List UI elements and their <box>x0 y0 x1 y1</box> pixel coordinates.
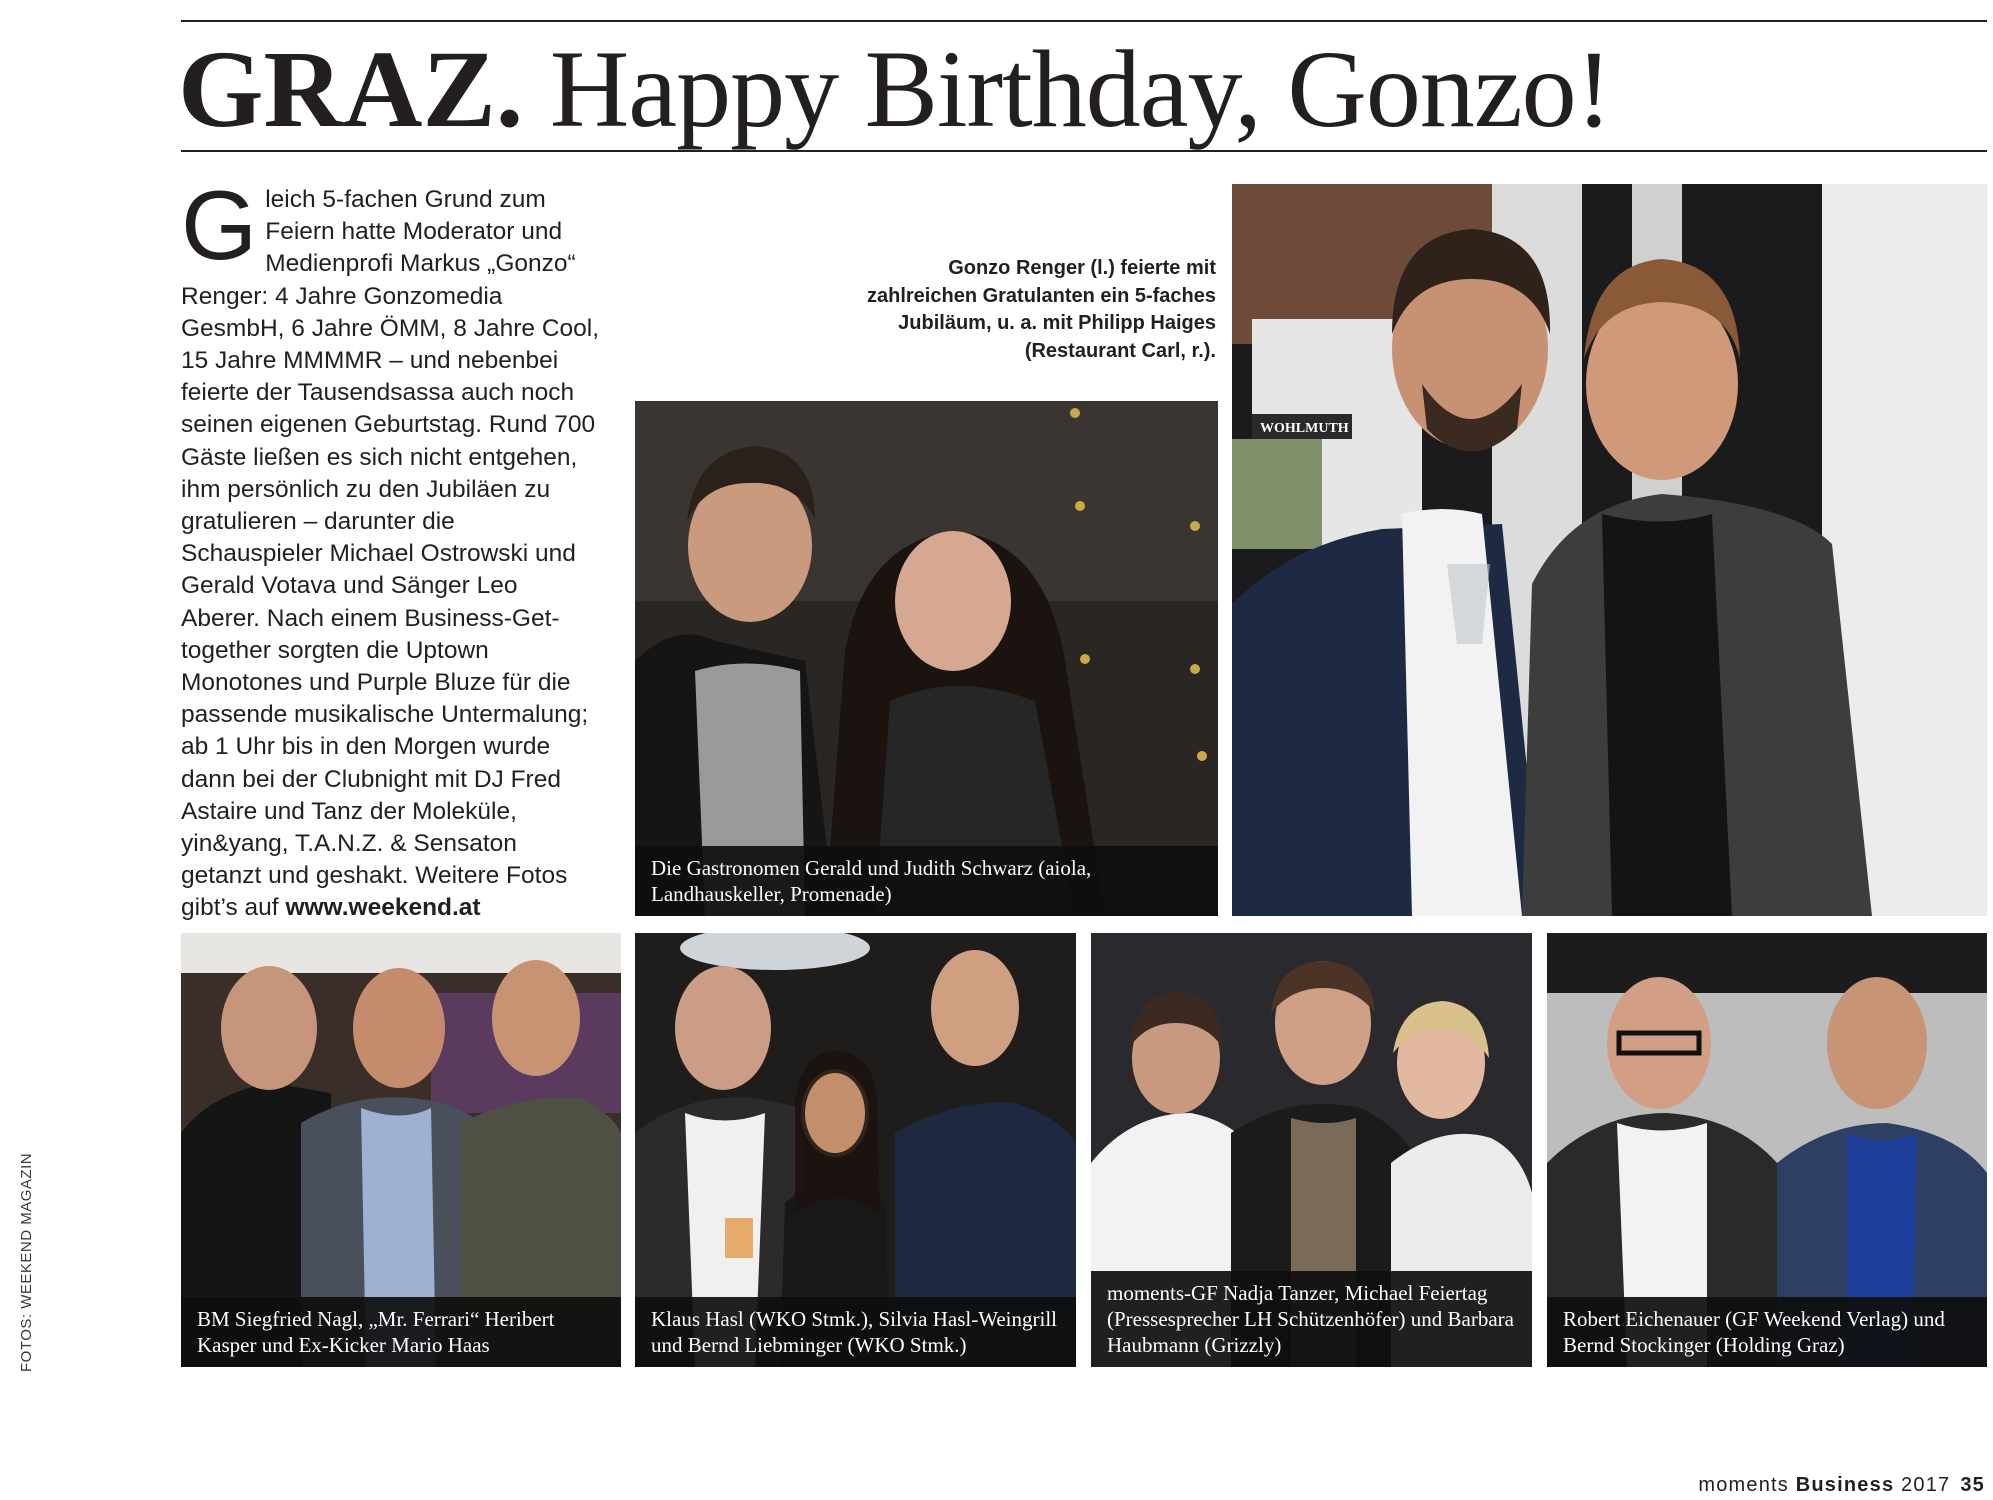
top-rule <box>181 20 1987 22</box>
photo-schwarz-caption: Die Gastronomen Gerald und Judith Schwarz (aiola, Landhauskeller, Promenade) <box>635 846 1218 916</box>
photo-schwarz-image <box>635 401 1218 916</box>
photo-renger-haiges <box>1232 184 1987 916</box>
photo-schwarz <box>635 401 1218 916</box>
photo-nagl <box>181 933 621 1367</box>
headline-rule <box>181 150 1987 152</box>
intro-body: leich 5-fachen Grund zum Feiern hatte Moderator und Medienprofi Markus „Gonzo“ Renger: 4 Jahre Gonzomedia GesmbH, 6 Jahre ÖMM, 8 Jahre Cool, 15 Jahre MMMMR – und nebenbei feierte der Tausendsassa auch noch seinen eigenen Geburtstag. Rund 700 Gäste ließen es sich nicht entgehen, ihm persönlich zu den Jubiläen zu gratulieren – darunter die Schauspieler Michael Ostrowski und Gerald Votava und Sänger Leo Aberer. Nach einem Business-Get-together sorgten die Uptown Monotones und Purple Bluze für die passende musikalische Untermalung; ab 1 Uhr bis in den Morgen wurde dann bei der Clubnight mit DJ Fred Astaire und Tanz der Moleküle, yin&yang, T.A.N.Z. & Sensaton getanzt und geshakt. Weitere Fotos gibt’s auf <box>181 186 600 922</box>
weekend-link[interactable]: www.weekend.at <box>285 894 481 922</box>
wohlmuth-sign: WOHLMUTH <box>1260 421 1349 436</box>
footer-year: 2017 <box>1901 1474 1951 1496</box>
headline-title: Happy Birthday, Gonzo! <box>549 28 1612 150</box>
main-photo-caption: Gonzo Renger (l.) feierte mit zahlreichen Gratulanten ein 5-faches Jubiläum, u. a. mit Philipp Haiges (Restaurant Carl, r.). <box>867 257 1216 362</box>
drop-cap: G <box>181 170 258 280</box>
headline-city: GRAZ. <box>178 28 524 150</box>
footer-section: Business <box>1795 1474 1895 1496</box>
photo-hasl <box>635 933 1076 1367</box>
photo-tanzer <box>1091 933 1532 1367</box>
intro-text-block <box>181 170 601 925</box>
photo-eichenauer-caption: Robert Eichenauer (GF Weekend Verlag) und Bernd Stockinger (Holding Graz) <box>1547 1297 1987 1367</box>
photo-credit: FOTOS: WEEKEND MAGAZIN <box>18 1152 35 1372</box>
photo-tanzer-caption: moments-GF Nadja Tanzer, Michael Feiertag (Pressesprecher LH Schützenhöfer) und Barbara Haubmann (Grizzly) <box>1091 1271 1532 1367</box>
footer-magazine: moments <box>1698 1474 1789 1496</box>
photo-renger-image <box>1232 184 1987 916</box>
page-footer <box>1698 1474 1985 1497</box>
photo-eichenauer <box>1547 933 1987 1367</box>
page-number: 35 <box>1960 1474 1985 1496</box>
photo-nagl-caption: BM Siegfried Nagl, „Mr. Ferrari“ Heribert Kasper und Ex-Kicker Mario Haas <box>181 1297 621 1367</box>
page-headline <box>178 24 1612 150</box>
photo-hasl-caption: Klaus Hasl (WKO Stmk.), Silvia Hasl-Weingrill und Bernd Liebminger (WKO Stmk.) <box>635 1297 1076 1367</box>
